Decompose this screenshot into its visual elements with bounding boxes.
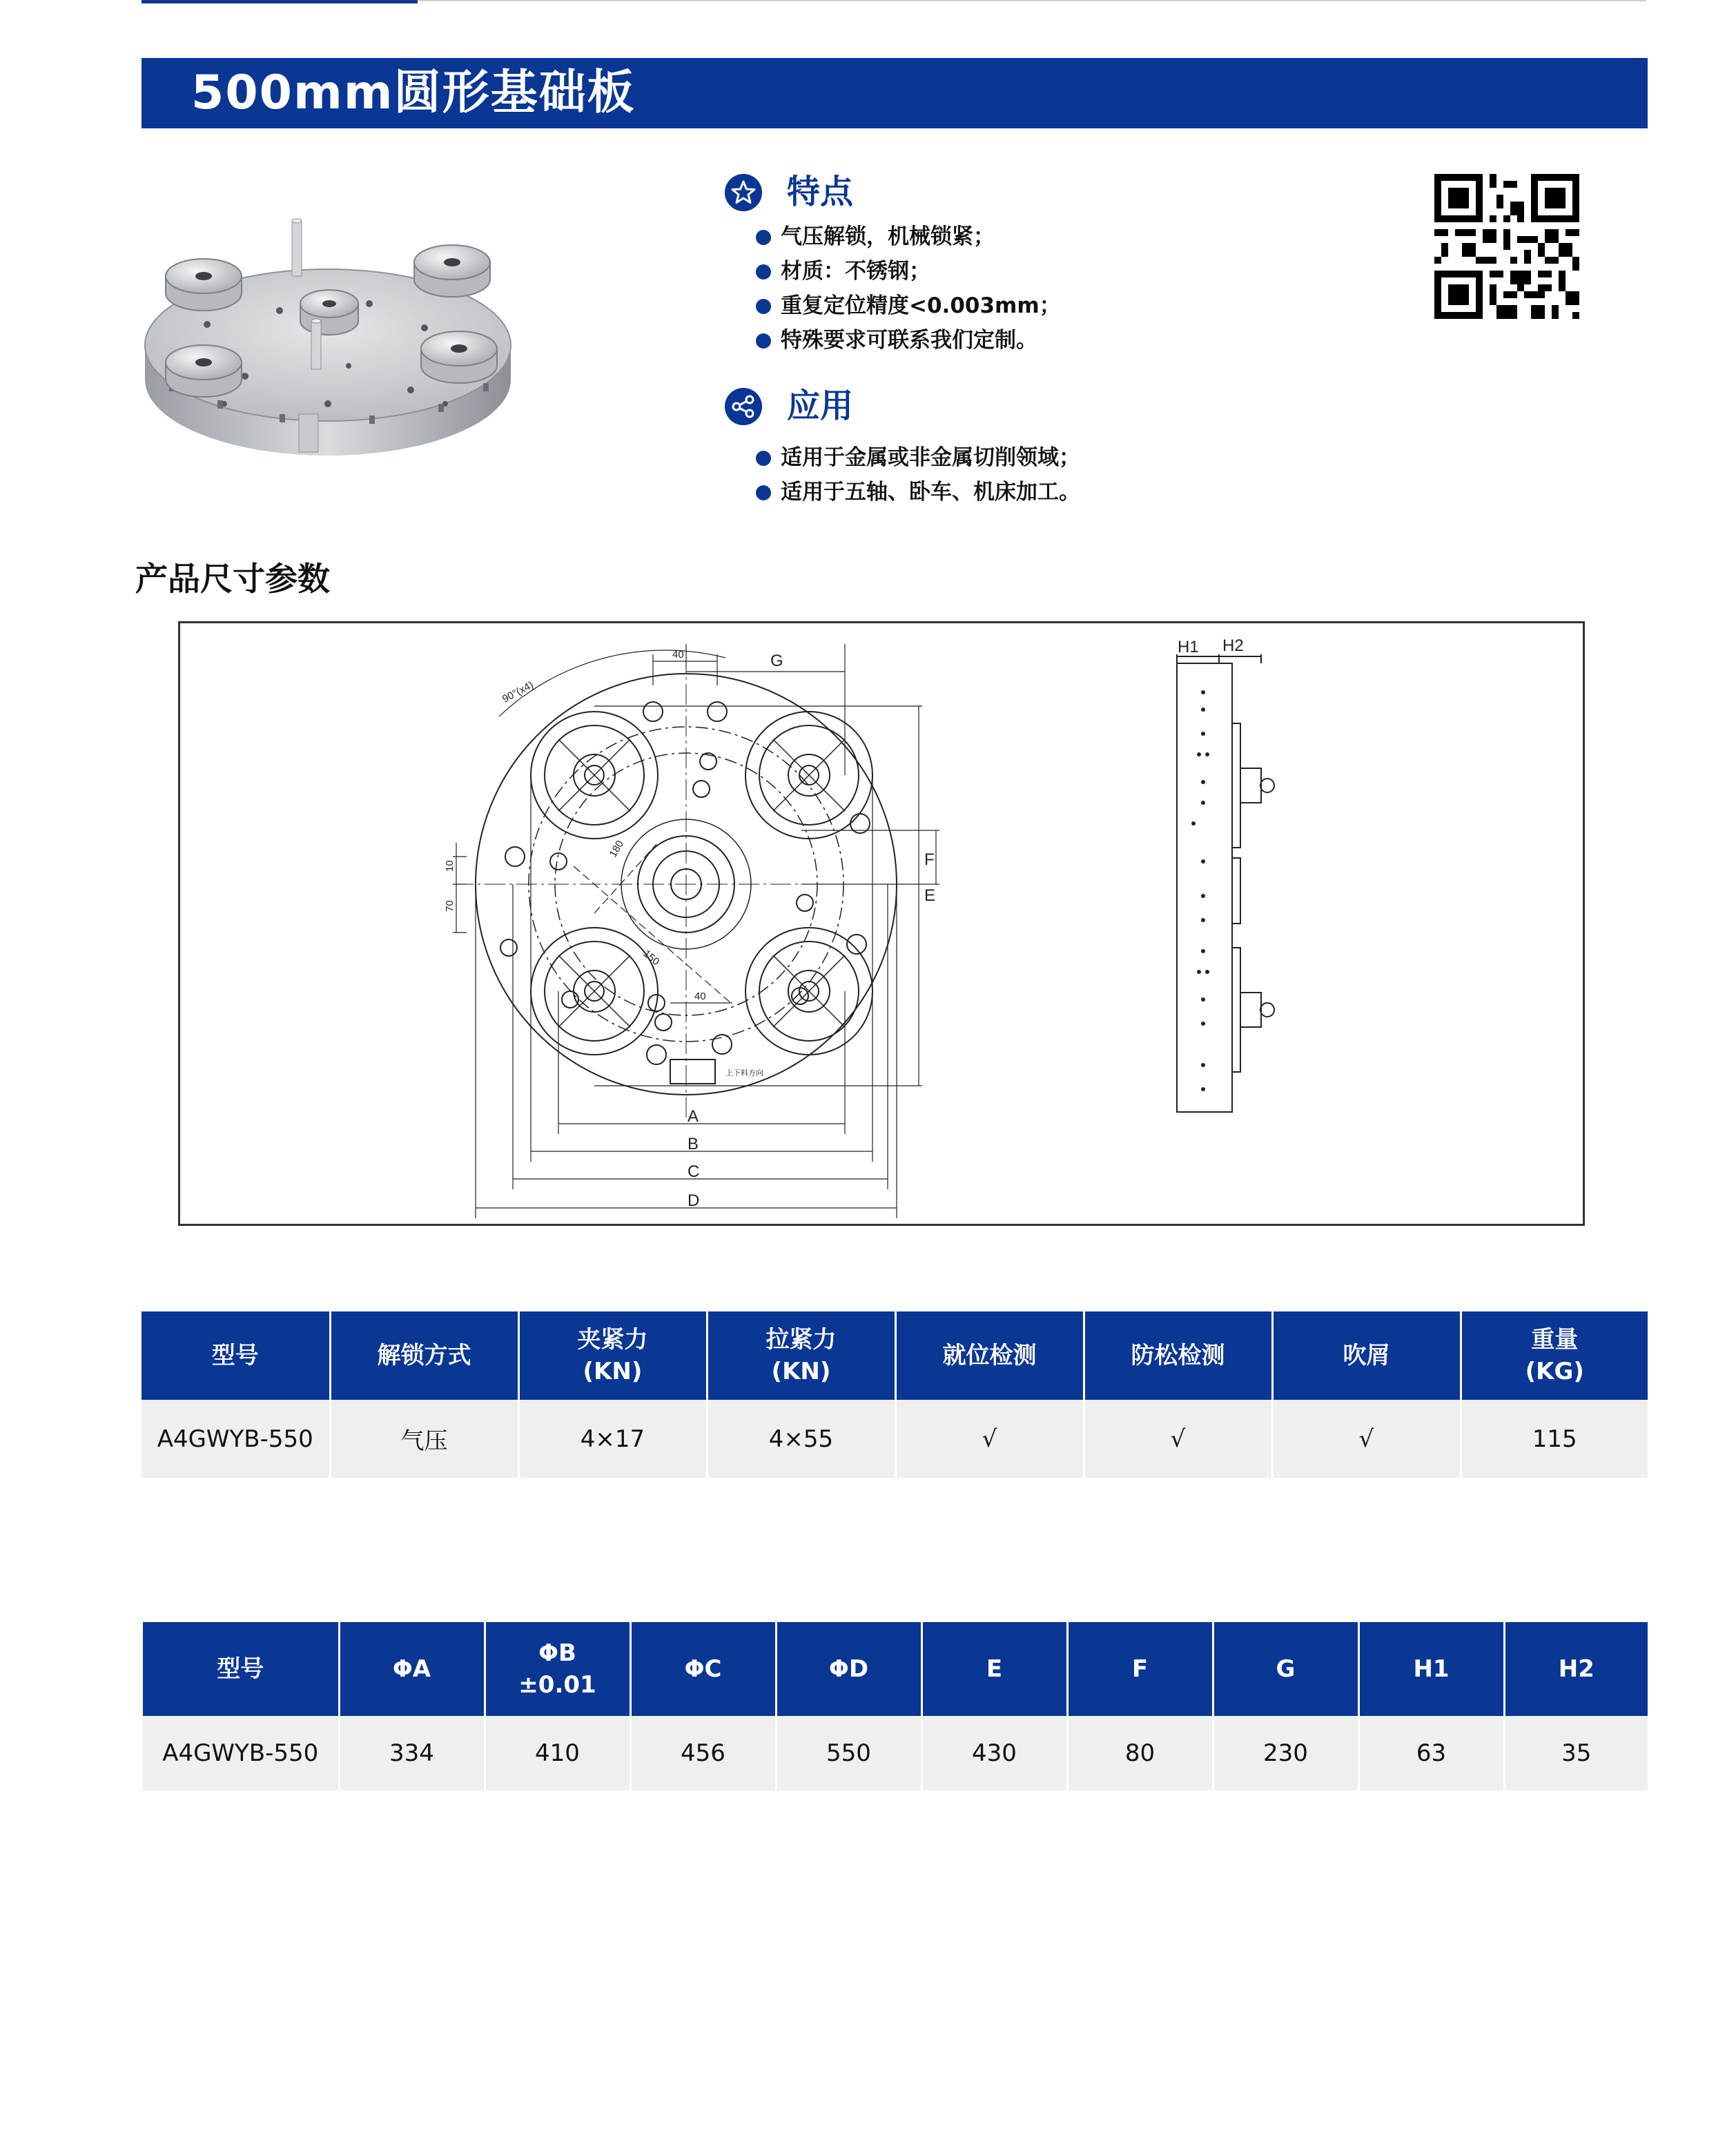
table-cell: A4GWYB-550 (142, 1400, 330, 1478)
list-item: 特殊要求可联系我们定制。 (756, 323, 1061, 358)
share-nodes-icon (725, 388, 762, 425)
product-photo (142, 207, 514, 497)
bullet-dot (756, 230, 771, 245)
table-cell: 410 (485, 1716, 630, 1790)
table-header: 防松检测 (1084, 1311, 1272, 1400)
table-header: ΦC (630, 1622, 776, 1716)
table-row (143, 1716, 1648, 1790)
dim-label-angle: 90°(x4) (500, 679, 536, 705)
table-cell: 63 (1358, 1716, 1504, 1790)
bullet-dot (756, 299, 771, 314)
dim-label-f: F (924, 850, 935, 869)
table-cell: √ (895, 1400, 1084, 1478)
spec-table-2 (143, 1622, 1648, 1790)
dim-label-h2: H2 (1222, 636, 1244, 655)
list-item: 重复定位精度<0.003mm； (756, 289, 1061, 323)
features-list (756, 219, 1061, 358)
table-row (142, 1400, 1648, 1478)
table-header: 解锁方式 (330, 1311, 518, 1400)
table-cell: A4GWYB-550 (143, 1716, 339, 1790)
top-accent-bar (142, 0, 418, 3)
table-cell: 456 (630, 1716, 776, 1790)
direction-label: 上下料方向 (725, 1069, 763, 1077)
table-header: 型号 (143, 1622, 339, 1716)
table-header: ΦB ±0.01 (485, 1622, 630, 1716)
table-cell: 80 (1067, 1716, 1213, 1790)
table-header: 就位检测 (895, 1311, 1084, 1400)
table-header: H1 (1358, 1622, 1504, 1716)
dim-label-70: 70 (444, 900, 456, 912)
table-cell: 230 (1213, 1716, 1358, 1790)
table-header: F (1067, 1622, 1213, 1716)
dim-label-g: G (770, 652, 783, 670)
table-header: E (921, 1622, 1067, 1716)
table-cell: 4×55 (707, 1400, 895, 1478)
bullet-dot (756, 451, 771, 466)
dim-label-c: C (687, 1162, 700, 1181)
dim-label-e: E (924, 886, 936, 905)
dim-label-b: B (687, 1135, 699, 1153)
list-item: 气压解锁，机械锁紧； (756, 219, 1061, 254)
table-header: H2 (1504, 1622, 1648, 1716)
spec-table-1 (142, 1311, 1648, 1478)
table-cell: √ (1272, 1400, 1461, 1478)
dim-label-a: A (687, 1107, 699, 1126)
dim-label-10: 10 (444, 860, 456, 872)
title-banner (142, 58, 1648, 128)
dim-label-40-top: 40 (672, 649, 684, 661)
table-header: G (1213, 1622, 1358, 1716)
dim-label-h1: H1 (1178, 638, 1199, 656)
star-icon (725, 174, 762, 211)
bullet-dot (756, 485, 771, 500)
table-cell: 550 (776, 1716, 921, 1790)
qr-code (1434, 174, 1579, 319)
table-header: 吹屑 (1272, 1311, 1461, 1400)
table-header: 拉紧力 (KN) (707, 1311, 895, 1400)
dim-label-d: D (687, 1191, 700, 1210)
bullet-dot (756, 333, 771, 349)
table-cell: 4×17 (518, 1400, 707, 1478)
list-item: 材质：不锈钢； (756, 254, 1061, 289)
applications-list (756, 440, 1080, 509)
dim-label-40-bottom: 40 (694, 991, 706, 1002)
table-header: 重量 (KG) (1461, 1311, 1648, 1400)
table-cell: 334 (339, 1716, 485, 1790)
applications-title: 应用 (787, 387, 854, 425)
table-header: ΦA (339, 1622, 485, 1716)
table-cell: 35 (1504, 1716, 1648, 1790)
table-header-row (143, 1622, 1648, 1716)
technical-drawing (178, 621, 1585, 1226)
drawing-canvas (180, 623, 1583, 1224)
list-item: 适用于五轴、卧车、机床加工。 (756, 475, 1080, 509)
dim-label-180: 180 (607, 838, 626, 859)
table-header: 夹紧力 (KN) (518, 1311, 707, 1400)
features-title: 特点 (787, 173, 854, 211)
table-header: 型号 (142, 1311, 330, 1400)
dim-label-150: 150 (641, 948, 662, 968)
table-cell: √ (1084, 1400, 1272, 1478)
dimension-heading: 产品尺寸参数 (135, 560, 330, 598)
table-header: ΦD (776, 1622, 921, 1716)
table-header-row (142, 1311, 1648, 1400)
page-title: 500mm圆形基础板 (191, 66, 636, 120)
table-cell: 115 (1461, 1400, 1648, 1478)
table-cell: 430 (921, 1716, 1067, 1790)
table-cell: 气压 (330, 1400, 518, 1478)
list-item: 适用于金属或非金属切削领域； (756, 440, 1080, 475)
bullet-dot (756, 264, 771, 280)
